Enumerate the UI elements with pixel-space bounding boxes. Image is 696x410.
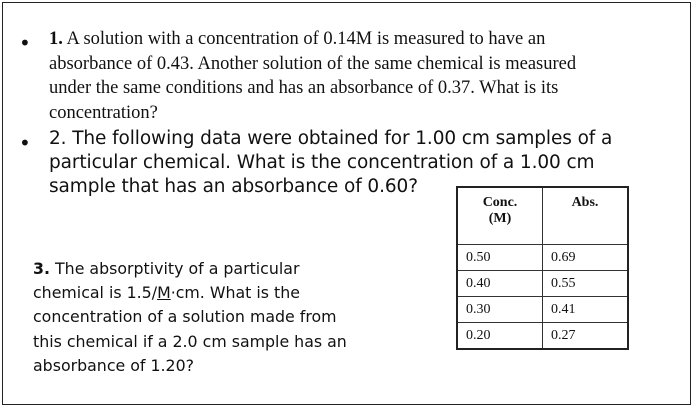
question-1-line-3: under the same conditions and has an absorbance of 0.37. What is its bbox=[49, 78, 559, 98]
conc-cell: 0.50 bbox=[457, 245, 543, 271]
table-row bbox=[457, 297, 628, 323]
question-2-line-1: The following data were obtained for 1.00 cm samples of a bbox=[72, 128, 613, 149]
question-1-line-1: A solution with a concentration of 0.14M is measured to have an bbox=[66, 29, 546, 49]
bullet-1: • bbox=[19, 31, 31, 55]
question-3-number: 3. bbox=[33, 259, 50, 278]
conc-cell: 0.20 bbox=[457, 323, 543, 350]
abs-cell: 0.27 bbox=[543, 323, 629, 350]
question-2-number: 2. bbox=[49, 128, 67, 149]
conc-header bbox=[457, 187, 543, 245]
conc-cell: 0.40 bbox=[457, 271, 543, 297]
table-row bbox=[457, 245, 628, 271]
question-2-line-2: particular chemical. What is the concentration of a 1.00 cm bbox=[49, 152, 595, 173]
question-3-line-3: concentration of a solution made from bbox=[33, 307, 337, 327]
question-1-line-4: concentration? bbox=[49, 102, 158, 123]
question-1-number: 1. bbox=[49, 29, 63, 49]
data-table bbox=[456, 186, 629, 350]
conc-header-unit: (M) bbox=[488, 211, 512, 226]
question-2-line-3: sample that has an absorbance of 0.60? bbox=[49, 176, 418, 197]
question-3 bbox=[33, 257, 423, 378]
question-3-line-4: this chemical if a 2.0 cm sample has an bbox=[33, 331, 347, 351]
abs-cell: 0.69 bbox=[543, 245, 629, 271]
molarity-unit: M bbox=[157, 283, 171, 303]
conc-header-label: Conc. bbox=[482, 195, 518, 210]
question-3-line-5: absorbance of 1.20? bbox=[33, 355, 195, 375]
question-1 bbox=[49, 27, 679, 125]
abs-cell: 0.41 bbox=[543, 297, 629, 323]
table-row bbox=[457, 271, 628, 297]
table-header-row bbox=[457, 187, 628, 245]
conc-cell: 0.30 bbox=[457, 297, 543, 323]
question-3-line-2-post: ·cm. What is the bbox=[170, 283, 300, 303]
bullet-2: • bbox=[19, 131, 31, 155]
abs-cell: 0.55 bbox=[543, 271, 629, 297]
question-1-line-2: absorbance of 0.43. Another solution of the same chemical is measured bbox=[49, 53, 577, 74]
table-row bbox=[457, 323, 628, 350]
question-3-line-1: The absorptivity of a particular bbox=[55, 259, 300, 278]
abs-header: Abs. bbox=[543, 187, 629, 245]
question-3-line-2-pre: chemical is 1.5/ bbox=[33, 283, 158, 303]
